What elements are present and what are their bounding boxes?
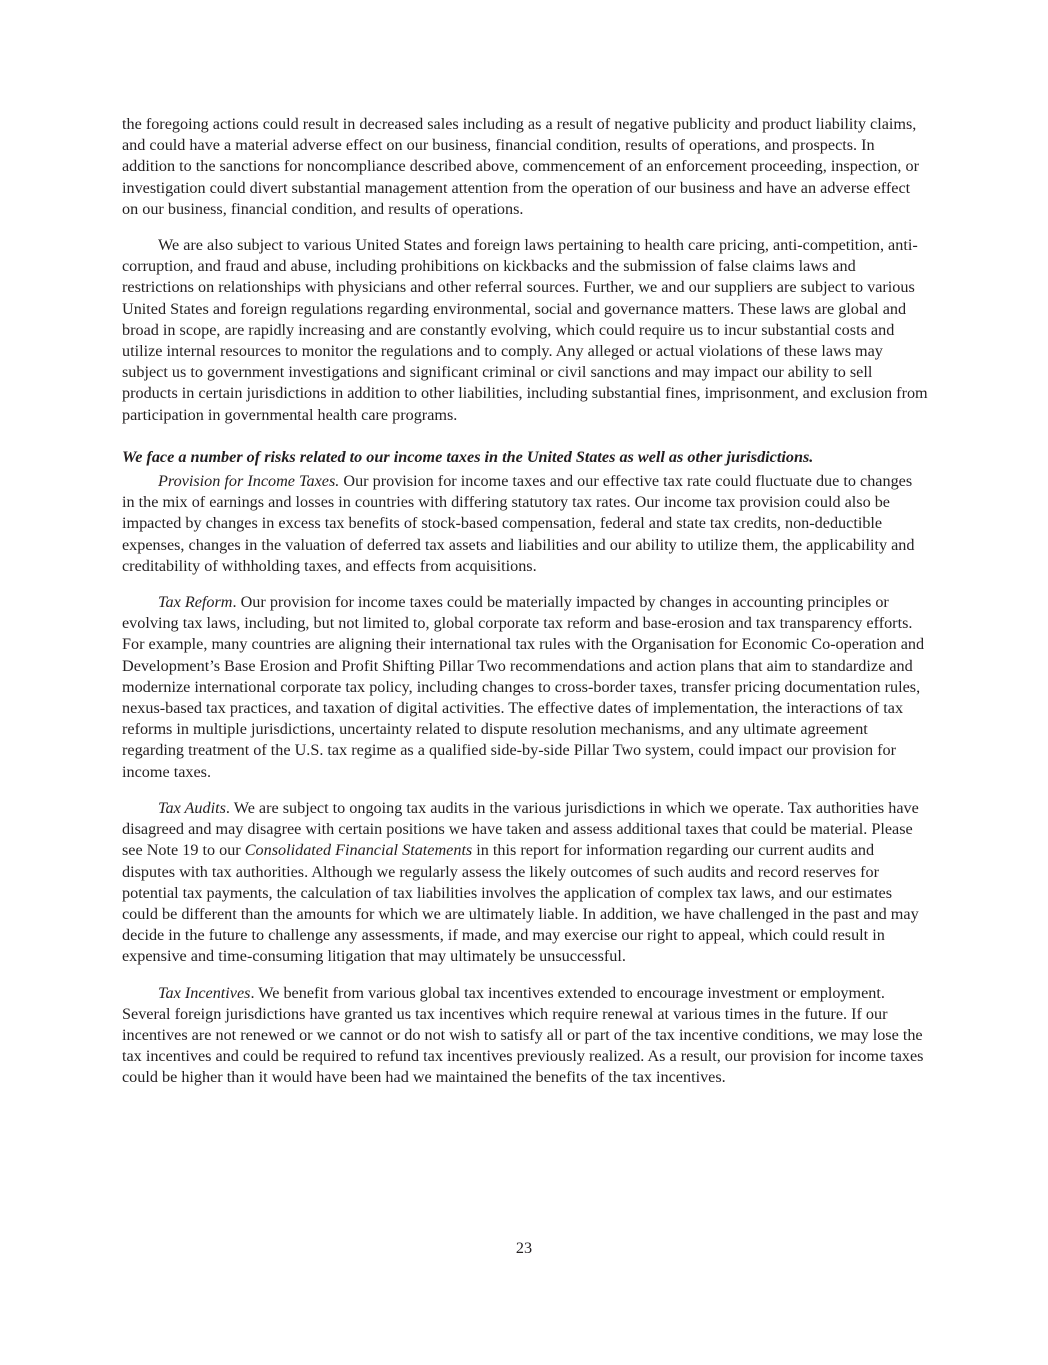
paragraph-legal-compliance: We are also subject to various United States and foreign laws pertaining to health care pricing, anti-competition, anti-corruption, and fraud and abuse, including prohibitions on kickbacks and the submission of false claims laws and restrictions on relationships with physicians and other referral sources. Further, we and our suppliers are subject to various United States and foreign regulations regarding environmental, social and governance matters. These laws are global and broad in scope, are rapidly increasing and are constantly evolving, which could require us to incur substantial costs and utilize internal resources to monitor the regulations and to comply. Any alleged or actual violations of these laws may subject us to government investigations and significant criminal or civil sanctions and may impact our ability to sell products in certain jurisdictions in addition to other liabilities, including substantial fines, imprisonment, and exclusion from participation in governmental health care programs. [122, 236, 928, 424]
run-in-tax-incentives-title: Tax Incentives [158, 983, 251, 1002]
page-number: 23 [515, 1239, 533, 1257]
tax-audits-text-a: . We are subject to ongoing tax audits in the various jurisdictions in which we operate. Tax authorities have disagreed and may disagree with certain positions we have taken and assess additional taxes that could be material. Please see Note 19 to our [122, 798, 919, 860]
paragraph-tax-audits [122, 798, 928, 968]
section-heading-income-taxes: We face a number of risks related to our income taxes in the United States as well as other jurisdictions. [122, 447, 814, 466]
provision-text: Our provision for income taxes and our effective tax rate could fluctuate due to changes in the mix of earnings and losses in countries with differing statutory tax rates. Our income tax provision could also be impacted by changes in excess tax benefits of stock-based compensation, federal and state tax credits, non-deductible expenses, changes in the valuation of deferred tax assets and liabilities and our ability to utilize them, the applicability and creditability of withholding taxes, and effects from acquisitions. [122, 472, 915, 575]
paragraph-continuation: the foregoing actions could result in decreased sales including as a result of negative publicity and product liability claims, and could have a material adverse effect on our business, financial condition, results of operations, and prospects. In addition to the sanctions for noncompliance described above, commencement of an enforcement proceeding, inspection, or investigation could divert substantial management attention from the operation of our business and have an adverse effect on our business, financial condition, and results of operations. [122, 115, 919, 218]
run-in-tax-audits-title: Tax Audits [158, 798, 226, 817]
paragraph-tax-incentives [122, 983, 928, 1089]
run-in-tax-reform-title: Tax Reform [158, 593, 233, 612]
paragraph-provision-income-taxes [122, 471, 928, 577]
run-in-provision-title: Provision for Income Taxes. [158, 472, 340, 491]
document-page [122, 114, 928, 1104]
tax-audits-text-b: in this report for information regarding our current audits and disputes with tax authorities. Although we regularly assess the likely outcomes of such audits and record reserves for potential tax payments, the calculation of tax liabilities involves the application of complex tax laws, and our estimates could be different than the amounts for which we are ultimately liable. In addition, we have challenged in the past and may decide in the future to challenge any assessments, if made, and may exercise our right to appeal, which could result in expensive and time-consuming litigation that may ultimately be unsuccessful. [122, 841, 919, 966]
consolidated-financial-statements-ref: Consolidated Financial Statements [244, 841, 473, 860]
tax-incentives-text: . We benefit from various global tax incentives extended to encourage investment or employment. Several foreign jurisdictions have granted us tax incentives which require renewal at various times in the future. If our incentives are not renewed or we cannot or do not wish to satisfy all or part of the tax incentive conditions, we may lose the tax incentives and could be required to refund tax incentives previously realized. As a result, our provision for income taxes could be higher than it would have been had we maintained the benefits of the tax incentives. [122, 983, 924, 1087]
paragraph-tax-reform [122, 592, 928, 783]
tax-reform-text: . Our provision for income taxes could be materially impacted by changes in accounting principles or evolving tax laws, including, but not limited to, global corporate tax reform and base-erosion and tax transparency efforts. For example, many countries are aligning their international tax rules with the Organisation for Economic Co-operation and Development’s Base Erosion and Profit Shifting Pillar Two recommendations and action plans that aim to standardize and modernize international corporate tax policy, including changes to cross-border taxes, transfer pricing documentation rules, nexus-based tax practices, and taxation of digital activities. The effective dates of implementation, the interactions of tax reforms in multiple jurisdictions, uncertainty related to dispute resolution mechanisms, and any ultimate agreement regarding treatment of the U.S. tax regime as a qualified side-by-side Pillar Two system, could impact our provision for income taxes. [122, 593, 925, 781]
